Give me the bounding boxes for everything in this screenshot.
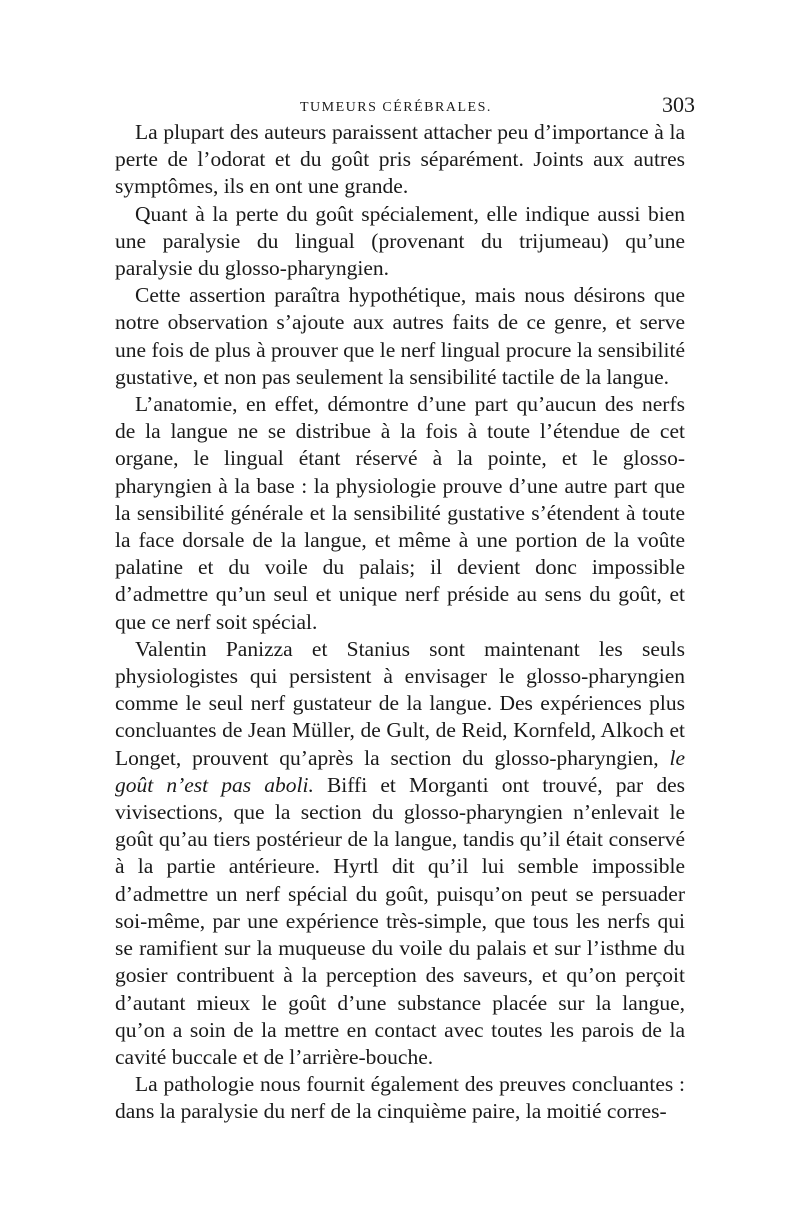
paragraph-3: Cette assertion paraîtra hypothétique, mais nous désirons que notre observation s’ajoute aux autres faits de ce genre, et serve une fois de plus à prouver que le nerf lingual procure la sensibilité gustative, et non pas seulement la sensibilité tactile de la langue. bbox=[115, 283, 685, 389]
paragraph-6: La pathologie nous fournit également des preuves concluantes : dans la paralysie du nerf de la cinquième paire, la moitié corres- bbox=[115, 1072, 685, 1124]
paragraph-5-text-before: Valentin Panizza et Stanius sont maintenant les seuls physiologistes qui persistent à envisager le glosso-pharyngien comme le seul nerf gustateur de la langue. Des expériences plus concluantes de Jean Müller, de Gult, de Reid, Kornfeld, Alkoch et Longet, prouvent qu’après la section du glosso-pharyngien, bbox=[115, 636, 685, 770]
paragraph-5-text-after: Biffi et Morganti ont trouvé, par des vivisections, que la section du glosso-pharyngien n’enlevait le goût qu’au tiers postérieur de la langue, tandis qu’il était conservé à la partie antérieure. Hyrtl dit qu’il lui semble impossible d’admettre un nerf spécial du goût, puisqu’on peut se persuader soi-même, par une expérience très-simple, que tous les nerfs qui se ramifient sur la muqueuse du voile du palais et sur l’isthme du gosier contribuent à la perception des saveurs, et qu’on perçoit d’autant mieux le goût d’une substance placée sur la langue, qu’on a soin de la mettre en contact avec toutes les parois de la cavité buccale et de l’arrière-bouche. bbox=[115, 772, 685, 1069]
body-text bbox=[115, 119, 685, 1126]
paragraph-2: Quant à la perte du goût spécialement, elle indique aussi bien une paralysie du lingual (provenant du trijumeau) qu’une paralysie du glosso-pharyngien. bbox=[115, 201, 685, 281]
paragraph-5 bbox=[115, 636, 685, 1071]
paragraph-5-italic: le goût n’est pas aboli. bbox=[115, 745, 685, 797]
paragraph-1: La plupart des auteurs paraissent attacher peu d’importance à la perte de l’odorat et du goût pris séparément. Joints aux autres symptômes, ils en ont une grande. bbox=[115, 120, 685, 199]
paragraph-4: L’anatomie, en effet, démontre d’une part qu’aucun des nerfs de la langue ne se distribue à la fois à toute l’étendue de cet organe, le lingual étant réservé à la pointe, et le glosso-pharyngien à la base : la physiologie prouve d’une autre part que la sensibilité générale et la sensibilité gustative s’étendent à toute la face dorsale de la langue, et même à une portion de la voûte palatine et du voile du palais; il devient donc impossible d’admettre qu’un seul et unique nerf préside au sens du goût, et que ce nerf soit spécial. bbox=[115, 392, 685, 634]
page-number: 303 bbox=[662, 92, 695, 117]
running-title: TUMEURS CÉRÉBRALES. bbox=[300, 100, 492, 115]
